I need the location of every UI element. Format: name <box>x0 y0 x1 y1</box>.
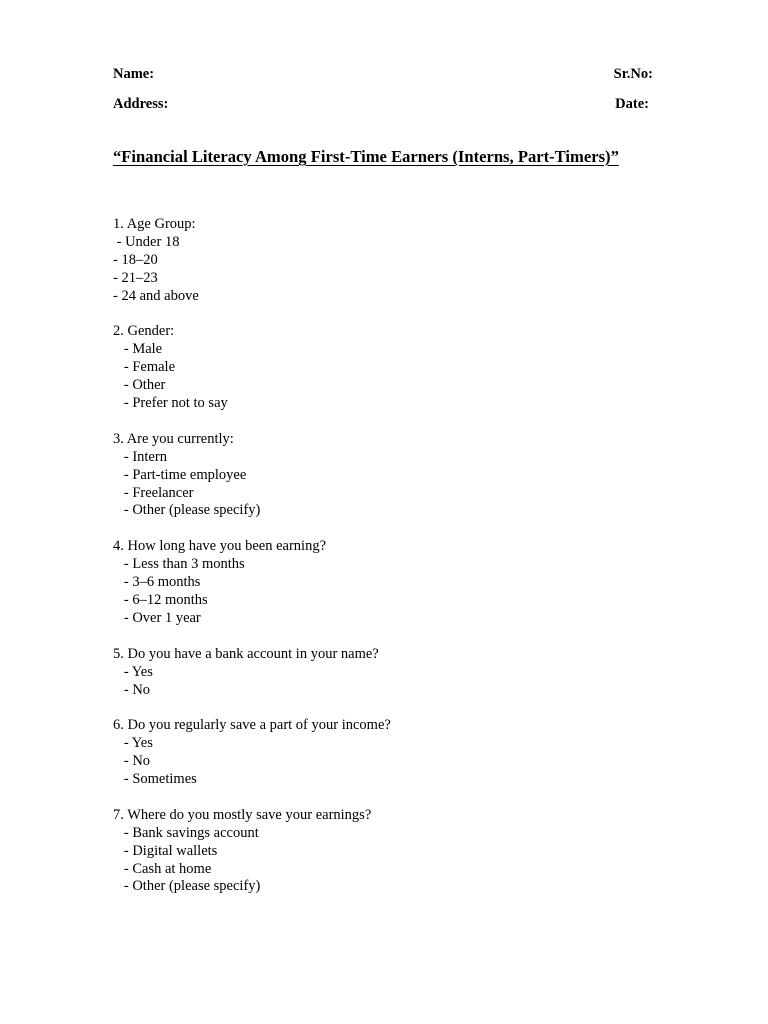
serial-number-label: Sr.No: <box>613 66 653 82</box>
option-item: - Other (please specify) <box>113 502 261 519</box>
option-item: - 18–20 <box>113 251 158 268</box>
option-item: - Bank savings account <box>113 824 259 841</box>
question-bank-account <box>113 646 673 700</box>
question-earning-duration <box>113 538 673 628</box>
option-item: - Sometimes <box>113 771 197 788</box>
question-text: 1. Age Group: <box>113 216 196 232</box>
option-item: - Female <box>113 359 176 376</box>
option-item: - Intern <box>113 448 167 465</box>
option-item: - Prefer not to say <box>113 395 228 412</box>
option-item: - Digital wallets <box>113 842 218 859</box>
question-text: 5. Do you have a bank account in your name? <box>113 645 379 662</box>
question-regular-saving <box>113 717 673 789</box>
question-gender <box>113 323 673 413</box>
option-item: - No <box>113 753 151 770</box>
option-item: - No <box>113 681 151 698</box>
option-item: - Male <box>113 341 163 358</box>
name-label: Name: <box>113 66 155 82</box>
option-item: - Less than 3 months <box>113 556 245 573</box>
question-text: 2. Gender: <box>113 323 175 340</box>
option-item: - Part-time employee <box>113 466 247 483</box>
question-current-status <box>113 431 673 521</box>
option-item: - Over 1 year <box>113 609 201 626</box>
option-item: - Under 18 <box>113 233 180 250</box>
option-item: - 21–23 <box>113 269 158 286</box>
option-item: - Yes <box>113 735 153 752</box>
option-item: - Yes <box>113 663 153 680</box>
address-label: Address: <box>113 96 169 112</box>
question-text: 3. Are you currently: <box>113 430 234 447</box>
option-item: - Other (please specify) <box>113 878 261 895</box>
date-label: Date: <box>615 96 649 112</box>
question-age-group <box>113 216 673 306</box>
question-text: 7. Where do you mostly save your earnings? <box>113 806 372 823</box>
option-item: - Other <box>113 377 166 394</box>
question-savings-location <box>113 807 673 897</box>
question-text: 6. Do you regularly save a part of your income? <box>113 717 391 734</box>
option-item: - 6–12 months <box>113 591 208 608</box>
survey-title: “Financial Literacy Among First-Time Earners (Interns, Part-Timers)” <box>113 147 619 166</box>
question-text: 4. How long have you been earning? <box>113 538 327 555</box>
option-item: - 3–6 months <box>113 574 201 591</box>
option-item: - 24 and above <box>113 287 199 304</box>
option-item: - Cash at home <box>113 860 212 877</box>
option-item: - Freelancer <box>113 484 194 501</box>
question-list <box>113 216 673 914</box>
